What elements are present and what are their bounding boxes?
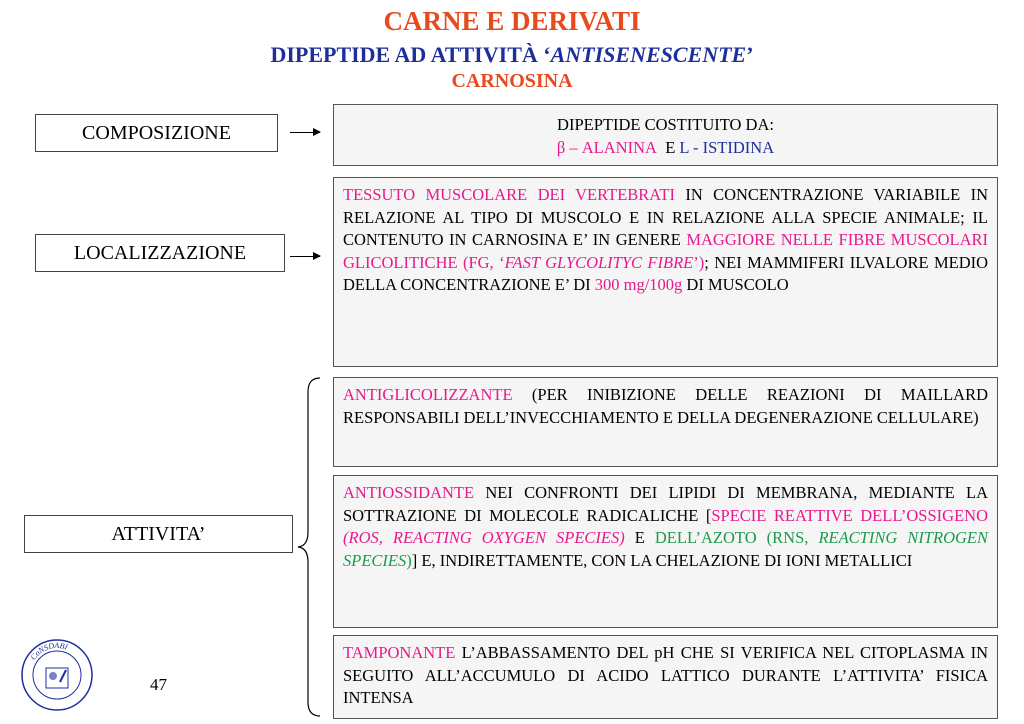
- antiox-part9: ] E, INDIRETTAMENTE, CON LA CHELAZIONE DI IONI METALLICI: [411, 550, 913, 570]
- loc-part4: FAST GLYCOLITYC FIBRE: [504, 252, 694, 272]
- antiox-part4: (ROS, REACTING OXYGEN SPECIES): [343, 528, 625, 547]
- loc-part5: ’): [693, 252, 705, 272]
- page-subtitle: [0, 42, 1024, 68]
- alanina-text: β – ALANINA: [556, 138, 657, 157]
- e-text: E: [665, 138, 676, 157]
- istidina-text: L - ISTIDINA: [679, 138, 775, 157]
- tamp-text: L’ABBASSAMENTO DEL pH CHE SI VERIFICA NEL CITOPLASMA IN SEGUITO ALL’ACCUMULO DI ACIDO LATTICO DURANTE L’ATTIVITA’ FISICA INTENSA: [343, 643, 988, 707]
- page-number: 47: [150, 675, 167, 694]
- subtitle-italic: ANTISENESCENTE: [550, 42, 747, 67]
- antiox-part7: REACTING NITROGEN SPECIES: [343, 528, 988, 570]
- loc-part2: IN CONCENTRAZIONE VARIABILE IN RELAZIONE AL TIPO DI MUSCOLO E IN RELAZIONE ALLA SPECIE ANIMALE; IL CONTENUTO IN CARNOSINA E’ IN GENERE: [343, 185, 988, 249]
- antiox-part2: NEI CONFRONTI DEI LIPIDI DI MEMBRANA, MEDIANTE LA SOTTRAZIONE DI MOLECOLE RADICALICHE [: [343, 483, 988, 525]
- logo-text: CoNSDABI: [28, 640, 69, 662]
- box-localizzazione: [333, 177, 998, 367]
- box-antiossidante: [333, 475, 998, 628]
- box-antiglicolizzante: [333, 377, 998, 467]
- tamp-label: TAMPONANTE: [343, 643, 456, 662]
- label-composizione: COMPOSIZIONE: [35, 114, 278, 152]
- consdabi-logo-icon: [20, 638, 94, 712]
- loc-part7: 300 mg/100g: [594, 275, 683, 294]
- loc-part8: DI MUSCOLO: [682, 275, 789, 294]
- loc-part6: ; NEI MAMMIFERI ILVALORE MEDIO DELLA CONCENTRAZIONE E’ DI: [343, 252, 989, 294]
- curly-brace: [296, 376, 326, 718]
- antiox-part6: DELL’AZOTO (RNS,: [654, 528, 819, 547]
- antiox-part5: E: [624, 528, 655, 547]
- arrow-composizione: [290, 132, 320, 133]
- antiox-part3: SPECIE REATTIVE DELL’OSSIGENO: [711, 505, 988, 525]
- page-subtitle-carnosina: CARNOSINA: [451, 70, 573, 92]
- composizione-line1: DIPEPTIDE COSTITUITO DA:: [557, 115, 774, 134]
- antiox-part8: ): [406, 550, 412, 570]
- page-title: CARNE E DERIVATI: [383, 6, 641, 36]
- antiox-label: ANTIOSSIDANTE: [343, 483, 475, 502]
- subtitle-post: ’: [746, 42, 754, 67]
- loc-part1: TESSUTO MUSCOLARE DEI VERTEBRATI: [343, 185, 675, 204]
- antiglic-text: (PER INIBIZIONE DELLE REAZIONI DI MAILLARD RESPONSABILI DELL’INVECCHIAMENTO E DELLA DEGENERAZIONE CELLULARE): [343, 385, 988, 427]
- arrow-localizzazione: [290, 256, 320, 257]
- antiglic-label: ANTIGLICOLIZZANTE: [343, 385, 513, 404]
- subtitle-pre: DIPEPTIDE AD ATTIVITÀ ‘: [270, 42, 551, 67]
- box-composizione: [333, 104, 998, 166]
- label-localizzazione: LOCALIZZAZIONE: [35, 234, 285, 272]
- loc-part3: MAGGIORE NELLE FIBRE MUSCOLARI GLICOLITICHE (FG, ‘: [343, 230, 988, 272]
- box-tamponante: [333, 635, 998, 719]
- label-attivita: ATTIVITA’: [24, 515, 293, 553]
- composizione-line2: [343, 136, 988, 159]
